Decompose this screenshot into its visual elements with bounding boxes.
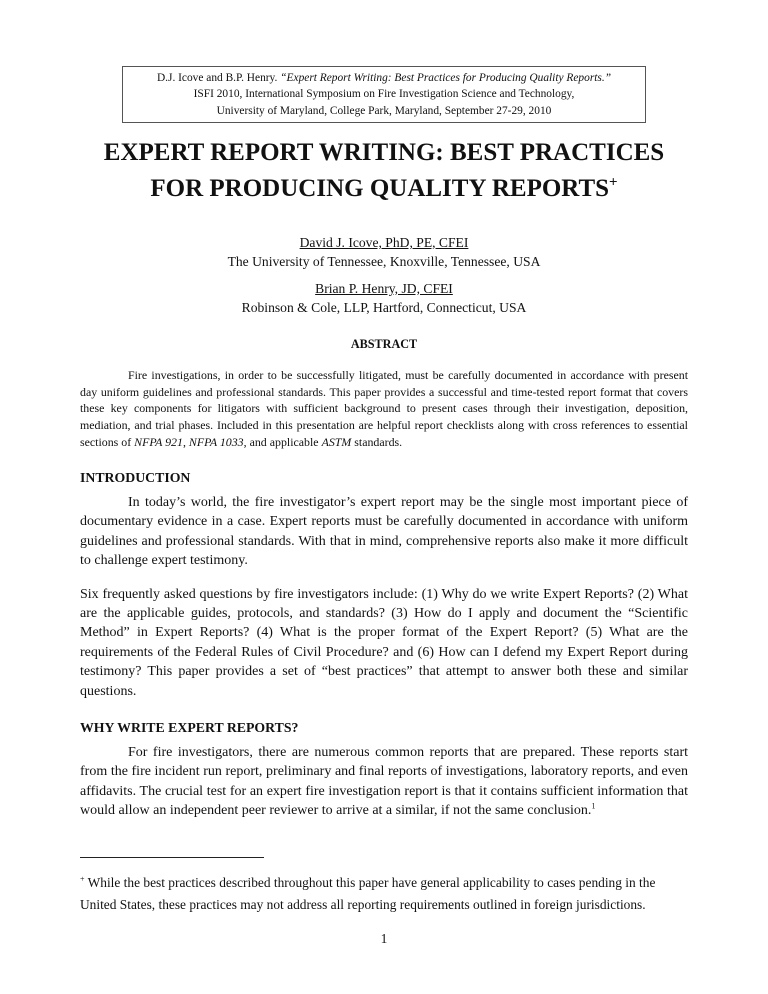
abstract-heading: ABSTRACT [350,336,418,351]
abstract-text [80,367,688,451]
title-line-2-text: FOR PRODUCING QUALITY REPORTS [150,174,610,202]
abstract-sep: , and applicable [243,435,322,450]
citation-authors: D.J. Icove and B.P. Henry. [156,72,281,84]
footnote-ref[interactable]: 1 [591,801,596,811]
title-footnote-marker[interactable]: + [609,174,618,191]
ref-nfpa1033: NFPA 1033 [188,435,244,450]
footnote-divider [80,857,264,858]
why-heading: WHY WRITE EXPERT REPORTS? [80,719,299,735]
author-affiliation: Robinson & Cole, LLP, Hartford, Connecticut, USA [241,299,527,315]
citation-title: “Expert Report Writing: Best Practices for Producing Quality Reports.” [280,72,612,84]
ref-nfpa921: NFPA 921 [134,435,183,450]
paper-title [60,135,708,207]
footnote-text: While the best practices described throughout this paper have general applicability to cases pending in the United States, these practices may not address all reporting requirements outlined in foreign jurisdictions. [80,874,656,912]
why-paragraph-1 [80,743,688,821]
author-name[interactable]: Brian P. Henry, JD, CFEI [315,280,453,296]
why-paragraph-text: For fire investigators, there are numerous common reports that are prepared. These reports start from the fire incident run report, preliminary and final reports of investigations, laboratory reports, and even affidavits. The crucial test for an expert fire investigation report is that it contains sufficient information that would allow an independent peer reviewer to arrive at a similar, if not the same conclusion. [80,744,688,819]
citation-line-3: University of Maryland, College Park, Maryland, September 27-29, 2010 [216,104,552,117]
citation-line-1 [125,70,643,86]
introduction-paragraph-2: Six frequently asked questions by fire investigators include: (1) Why do we write Expert Reports? (2) What are the applicable guides, protocols, and standards? (3) How do I apply and document the “Scientific Method” in Expert Reports? (4) What is the proper format of the Expert Report? (5) What are the requirements of the Federal Rules of Civil Procedure? and (6) How can I defend my Expert Report during testimony? This paper provides a set of “best practices” that attempt to answer both these and similar questions. [80,586,688,699]
abstract-end: standards. [351,435,403,450]
author-name[interactable]: David J. Icove, PhD, PE, CFEI [299,234,469,250]
abstract-sep: , [182,435,189,450]
author-2 [60,279,708,317]
citation-header-box [122,66,646,123]
abstract-body: Fire investigations, in order to be successfully litigated, must be carefully documented in accordance with present day uniform guidelines and professional standards. This paper provides a successful and time-tested report format that covers these key components for litigators with sufficient background to present cases through their investigation, deposition, mediation, and trial phases. Included in this presentation are helpful report checklists along with cross references to essential sections of [80,367,688,450]
introduction-heading: INTRODUCTION [80,469,191,485]
introduction-paragraph-1: In today’s world, the fire investigator’s expert report may be the single most important piece of documentary evidence in a case. Expert reports must be carefully documented in accordance with uniform guidelines and professional standards. With that in mind, comprehensive reports also make it more difficult to challenge expert testimony. [80,494,688,569]
ref-astm: ASTM [321,435,352,450]
footnote [80,872,680,916]
author-1 [60,233,708,271]
author-affiliation: The University of Tennessee, Knoxville, Tennessee, USA [227,253,541,269]
page-number: 1 [380,930,388,946]
title-line-2 [60,171,708,207]
footnote-marker: + [80,874,85,884]
citation-line-2: ISFI 2010, International Symposium on Fire Investigation Science and Technology, [193,88,575,101]
title-line-1: EXPERT REPORT WRITING: BEST PRACTICES [103,138,665,166]
